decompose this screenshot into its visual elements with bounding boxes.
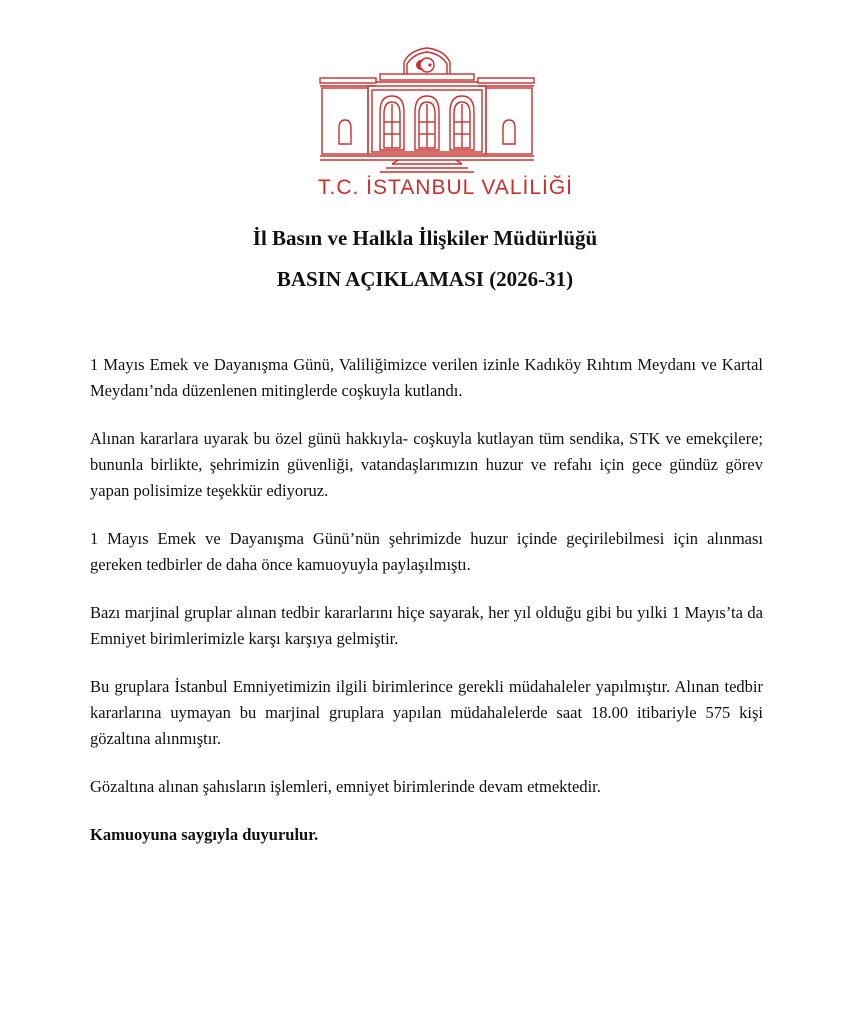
closing-statement: Kamuoyuna saygıyla duyurulur. [90, 825, 319, 844]
governorship-logo [318, 44, 574, 206]
governorship-building-icon [318, 44, 536, 176]
body-paragraph: Bazı marjinal gruplar alınan tedbir kararlarını hiçe sayarak, her yıl olduğu gibi bu yılki 1 Mayıs’ta da Emniyet birimlerimizle karşı karşıya gelmiştir. [90, 603, 763, 648]
body-paragraph: 1 Mayıs Emek ve Dayanışma Günü’nün şehrimizde huzur içinde geçirilebilmesi için alınması gereken tedbirler de daha önce kamuoyuyla paylaşılmıştı. [90, 529, 763, 574]
governorship-logo-text: T.C. İSTANBUL VALİLİĞİ [318, 176, 574, 199]
department-heading: İl Basın ve Halkla İlişkiler Müdürlüğü [252, 226, 598, 250]
body-paragraph: Alınan kararlara uyarak bu özel günü hakkıyla- coşkuyla kutlayan tüm sendika, STK ve emekçilere; bununla birlikte, şehrimizin güvenliği, vatandaşlarımızın huzur ve refahı için gece gündüz görev yapan polisimize teşekkür ediyoruz. [90, 429, 763, 500]
press-release-title: BASIN AÇIKLAMASI (2026-31) [276, 267, 574, 291]
press-release-body [90, 352, 763, 870]
body-paragraph: Gözaltına alınan şahısların işlemleri, emniyet birimlerinde devam etmektedir. [90, 777, 601, 796]
body-paragraph: 1 Mayıs Emek ve Dayanışma Günü, Valiliğimizce verilen izinle Kadıköy Rıhtım Meydanı ve Kartal Meydanı’nda düzenlenen mitinglerde coşkuyla kutlandı. [90, 355, 763, 400]
body-paragraph: Bu gruplara İstanbul Emniyetimizin ilgili birimlerince gerekli müdahaleler yapılmıştır. Alınan tedbir kararlarına uymayan bu marjinal gruplara yapılan müdahalelerde saat 18.00 itibariyle 575 kişi gözaltına alınmıştır. [90, 677, 763, 748]
